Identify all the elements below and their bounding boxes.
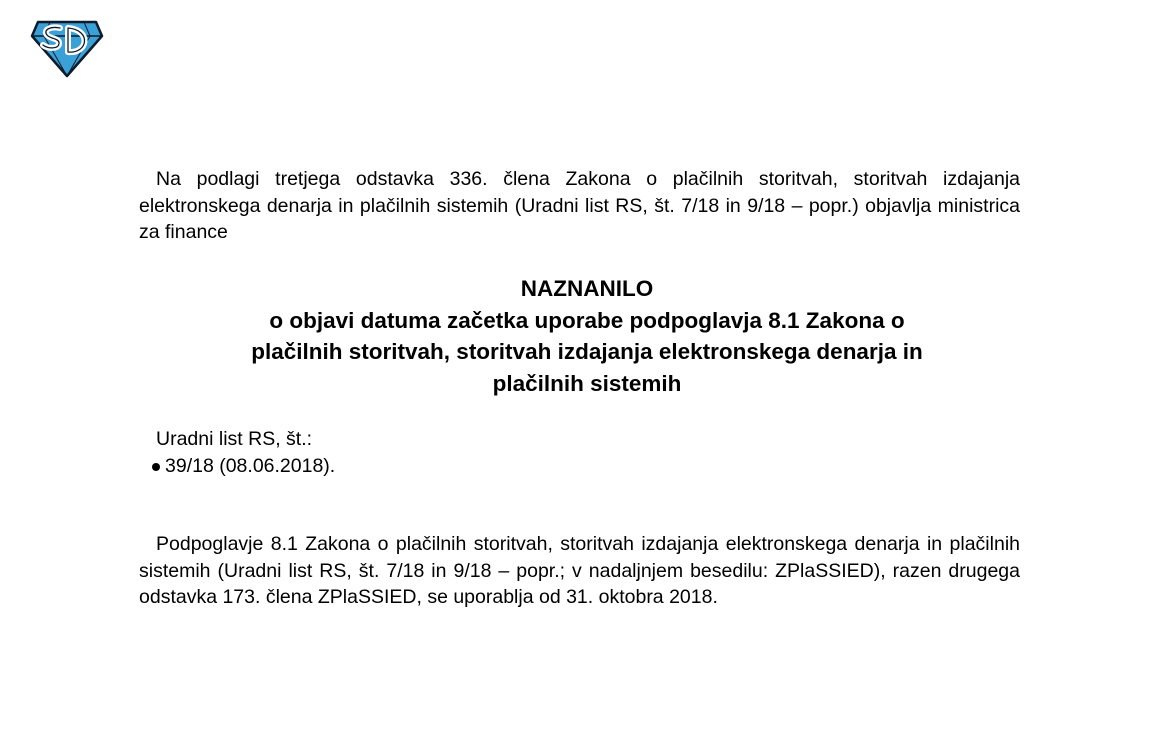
bullet-icon [152,463,160,471]
source-item-text: 39/18 (08.06.2018). [165,455,336,477]
intro-paragraph: Na podlagi tretjega odstavka 336. člena Zakona o plačilnih storitvah, storitvah izdajanja elektronskega denarja in plačilnih sistemih (Uradni list RS, št. 7/18 in 9/18 – popr.) objavlja ministrica za finance [139,168,1020,243]
title-line-2: plačilnih storitvah, storitvah izdajanja elektronskega denarja in [251,339,923,364]
document-title [139,273,1035,399]
title-line-1: o objavi datuma začetka uporabe podpoglavja 8.1 Zakona o [269,307,905,333]
source-label: Uradni list RS, št.: [156,428,313,450]
source-list [150,453,335,479]
body-paragraph: Podpoglavje 8.1 Zakona o plačilnih storitvah, storitvah izdajanja elektronskega denarja in plačilnih sistemih (Uradni list RS, št. 7/18 in 9/18 – popr.; v nadaljnjem besedilu: ZPlaSSIED), razen drugega odstavka 173. člena ZPlaSSIED, se uporablja od 31. oktobra 2018. [139,533,1020,608]
title-heading: NAZNANILO [520,276,654,301]
sd-diamond-logo-icon [30,16,104,78]
list-item [150,453,335,479]
logo-graphic [30,16,104,78]
title-line-3: plačilnih sistemih [492,370,682,396]
